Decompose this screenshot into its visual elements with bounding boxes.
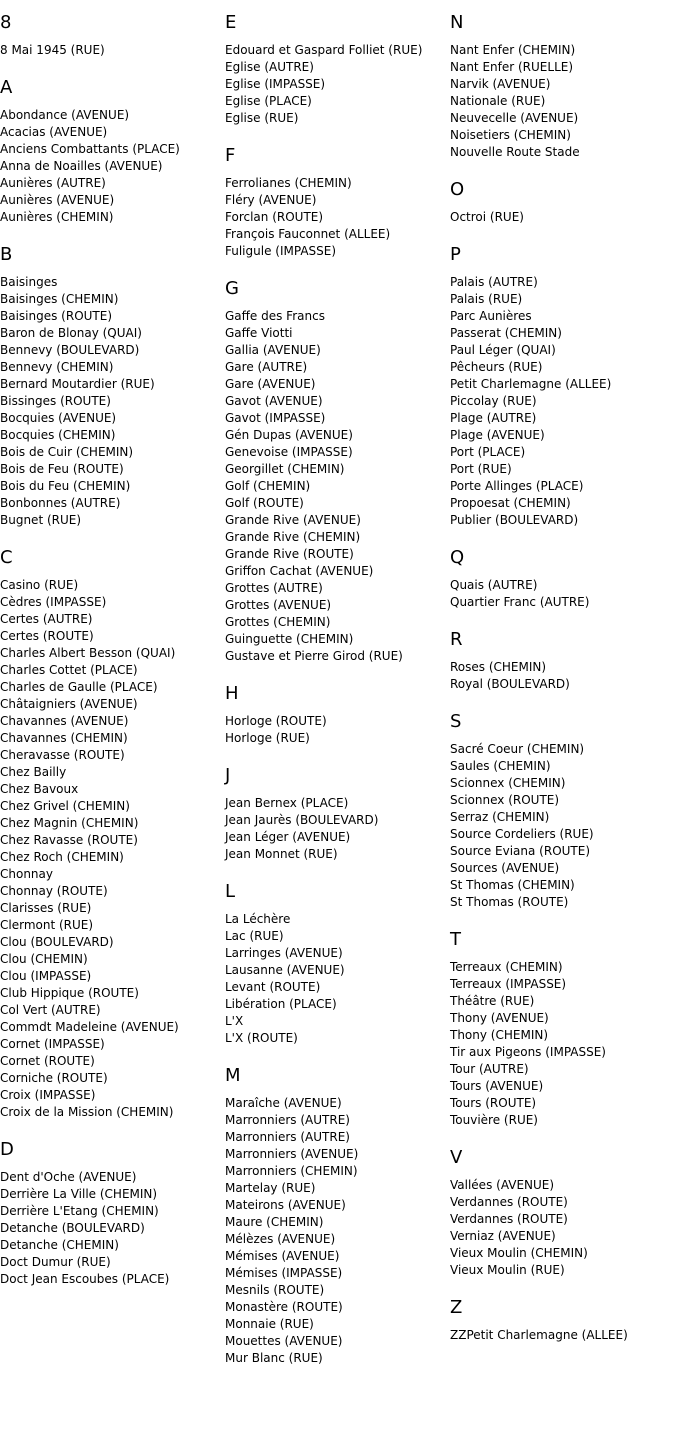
street-entry: Cèdres (IMPASSE) [0, 595, 107, 609]
letter-heading: C [0, 547, 13, 568]
letter-section [0, 244, 180, 529]
letter-heading: Q [450, 547, 465, 568]
street-entry: Aunières (AUTRE) [0, 176, 106, 190]
street-entry: Port (PLACE) [450, 445, 526, 459]
letter-heading: J [225, 765, 231, 786]
street-entry: Clou (CHEMIN) [0, 952, 88, 966]
street-entry: Quais (AUTRE) [450, 578, 538, 592]
street-entry: Ferrolianes (CHEMIN) [225, 176, 352, 190]
street-entry: Mémises (AVENUE) [225, 1249, 340, 1263]
street-entry: Grande Rive (AVENUE) [225, 513, 361, 527]
street-entry: Piccolay (RUE) [450, 394, 537, 408]
street-entry: Gavot (IMPASSE) [225, 411, 326, 425]
street-entry: Gaffe des Francs [225, 309, 325, 323]
letter-section [450, 711, 628, 911]
street-entry: Grottes (CHEMIN) [225, 615, 331, 629]
letter-heading: P [450, 244, 461, 265]
street-entry: Marronniers (AVENUE) [225, 1147, 359, 1161]
street-entry: Terreaux (IMPASSE) [450, 977, 567, 991]
street-list [225, 1095, 422, 1367]
street-entry: Neuvecelle (AVENUE) [450, 111, 579, 125]
street-entry: Fléry (AVENUE) [225, 193, 317, 207]
street-list [450, 1327, 628, 1344]
street-entry: Marronniers (AUTRE) [225, 1130, 350, 1144]
street-entry: Verdannes (ROUTE) [450, 1212, 568, 1226]
street-entry: Nant Enfer (RUELLE) [450, 60, 574, 74]
letter-heading: A [0, 77, 13, 98]
street-entry: Tour (AUTRE) [450, 1062, 529, 1076]
letter-section [450, 547, 628, 611]
street-list [450, 209, 628, 226]
street-entry: Corniche (ROUTE) [0, 1071, 108, 1085]
street-entry: Charles Cottet (PLACE) [0, 663, 138, 677]
street-entry: Anna de Noailles (AVENUE) [0, 159, 163, 173]
street-entry: Anciens Combattants (PLACE) [0, 142, 180, 156]
letter-section [225, 765, 422, 863]
street-entry: Plage (AUTRE) [450, 411, 537, 425]
letter-heading: D [0, 1139, 14, 1160]
street-entry: Mur Blanc (RUE) [225, 1351, 323, 1365]
street-entry: Vallées (AVENUE) [450, 1178, 555, 1192]
street-entry: Chonnay (ROUTE) [0, 884, 108, 898]
street-entry: Thony (CHEMIN) [450, 1028, 549, 1042]
street-entry: Guinguette (CHEMIN) [225, 632, 354, 646]
street-entry: Gustave et Pierre Girod (RUE) [225, 649, 403, 663]
letter-section [450, 1147, 628, 1279]
street-entry: Jean Léger (AVENUE) [225, 830, 351, 844]
street-entry: Fuligule (IMPASSE) [225, 244, 337, 258]
street-entry: Châtaigniers (AVENUE) [0, 697, 138, 711]
street-entry: Levant (ROUTE) [225, 980, 321, 994]
street-entry: Baisinges (ROUTE) [0, 309, 113, 323]
letter-section [225, 1065, 422, 1367]
street-entry: Palais (RUE) [450, 292, 523, 306]
street-entry: Plage (AVENUE) [450, 428, 545, 442]
street-list [450, 577, 628, 611]
street-entry: St Thomas (ROUTE) [450, 895, 569, 909]
street-entry: Marronniers (AUTRE) [225, 1113, 350, 1127]
street-entry: Mesnils (ROUTE) [225, 1283, 325, 1297]
street-entry: Roses (CHEMIN) [450, 660, 547, 674]
street-entry: Acacias (AVENUE) [0, 125, 108, 139]
street-entry: Chonnay [0, 867, 53, 881]
street-entry: Vieux Moulin (RUE) [450, 1263, 565, 1277]
street-entry: Maure (CHEMIN) [225, 1215, 324, 1229]
street-entry: Chez Grivel (CHEMIN) [0, 799, 130, 813]
street-entry: Grande Rive (ROUTE) [225, 547, 354, 561]
street-entry: Gaffe Viotti [225, 326, 293, 340]
street-entry: Bugnet (RUE) [0, 513, 82, 527]
street-entry: Detanche (BOULEVARD) [0, 1221, 145, 1235]
street-entry: Chez Magnin (CHEMIN) [0, 816, 139, 830]
letter-heading: L [225, 881, 236, 902]
street-entry: Nationale (RUE) [450, 94, 546, 108]
street-entry: Lausanne (AVENUE) [225, 963, 345, 977]
street-entry: Tours (ROUTE) [450, 1096, 537, 1110]
street-entry: Bois du Feu (CHEMIN) [0, 479, 131, 493]
street-entry: Charles de Gaulle (PLACE) [0, 680, 158, 694]
street-entry: Bocquies (AVENUE) [0, 411, 117, 425]
street-list [0, 42, 180, 59]
street-entry: Passerat (CHEMIN) [450, 326, 562, 340]
street-entry: Bonbonnes (AUTRE) [0, 496, 121, 510]
street-list [225, 175, 422, 260]
street-list [0, 274, 180, 529]
street-entry: Baisinges (CHEMIN) [0, 292, 119, 306]
street-entry: Source Cordeliers (RUE) [450, 827, 594, 841]
street-entry: Baisinges [0, 275, 58, 289]
street-entry: Porte Allinges (PLACE) [450, 479, 584, 493]
street-entry: Croix de la Mission (CHEMIN) [0, 1105, 174, 1119]
letter-heading: S [450, 711, 462, 732]
letter-section [225, 881, 422, 1047]
street-entry: Grottes (AVENUE) [225, 598, 332, 612]
street-entry: Gén Dupas (AVENUE) [225, 428, 353, 442]
street-entry: Chez Ravasse (ROUTE) [0, 833, 138, 847]
letter-heading: H [225, 683, 239, 704]
street-entry: Horloge (ROUTE) [225, 714, 327, 728]
street-entry: Cornet (IMPASSE) [0, 1037, 105, 1051]
street-entry: Golf (CHEMIN) [225, 479, 311, 493]
street-entry: Club Hippique (ROUTE) [0, 986, 139, 1000]
street-entry: Maraîche (AVENUE) [225, 1096, 342, 1110]
letter-section [0, 12, 180, 59]
street-entry: Casino (RUE) [0, 578, 79, 592]
street-entry: Thony (AVENUE) [450, 1011, 549, 1025]
street-entry: Certes (ROUTE) [0, 629, 94, 643]
letter-section [450, 929, 628, 1129]
street-list [225, 308, 422, 665]
street-entry: Derrière La Ville (CHEMIN) [0, 1187, 158, 1201]
letter-heading: R [450, 629, 463, 650]
street-entry: Port (RUE) [450, 462, 512, 476]
street-entry: Gare (AUTRE) [225, 360, 308, 374]
street-entry: Gare (AVENUE) [225, 377, 316, 391]
street-entry: Gallia (AVENUE) [225, 343, 321, 357]
street-entry: Parc Aunières [450, 309, 532, 323]
street-list [450, 959, 628, 1129]
street-entry: Source Eviana (ROUTE) [450, 844, 591, 858]
street-entry: Bernard Moutardier (RUE) [0, 377, 155, 391]
letter-section [225, 12, 422, 127]
street-entry: Nouvelle Route Stade [450, 145, 580, 159]
letter-section [225, 145, 422, 260]
street-list [450, 274, 628, 529]
street-entry: Jean Monnet (RUE) [225, 847, 338, 861]
street-entry: Cornet (ROUTE) [0, 1054, 95, 1068]
street-entry: Edouard et Gaspard Folliet (RUE) [225, 43, 423, 57]
street-entry: 8 Mai 1945 (RUE) [0, 43, 105, 57]
street-entry: Chez Bavoux [0, 782, 79, 796]
street-entry: Commdt Madeleine (AVENUE) [0, 1020, 179, 1034]
street-list [450, 659, 628, 693]
letter-heading: T [450, 929, 461, 950]
street-entry: Doct Dumur (RUE) [0, 1255, 111, 1269]
street-entry: Clou (BOULEVARD) [0, 935, 114, 949]
letter-section [0, 1139, 180, 1288]
street-entry: Lac (RUE) [225, 929, 284, 943]
letter-heading: B [0, 244, 13, 265]
letter-heading: G [225, 278, 239, 299]
street-entry: L'X [225, 1014, 244, 1028]
street-entry: Tours (AVENUE) [450, 1079, 544, 1093]
street-entry: Eglise (RUE) [225, 111, 299, 125]
street-list [225, 713, 422, 747]
street-entry: Charles Albert Besson (QUAI) [0, 646, 176, 660]
street-entry: Bois de Cuir (CHEMIN) [0, 445, 134, 459]
street-entry: Vieux Moulin (CHEMIN) [450, 1246, 588, 1260]
street-entry: Monnaie (RUE) [225, 1317, 314, 1331]
street-entry: Sacré Coeur (CHEMIN) [450, 742, 585, 756]
street-entry: Théâtre (RUE) [450, 994, 535, 1008]
street-entry: François Fauconnet (ALLEE) [225, 227, 391, 241]
street-entry: Petit Charlemagne (ALLEE) [450, 377, 612, 391]
street-entry: Eglise (PLACE) [225, 94, 312, 108]
letter-heading: O [450, 179, 465, 200]
street-entry: Baron de Blonay (QUAI) [0, 326, 142, 340]
street-entry: Scionnex (ROUTE) [450, 793, 560, 807]
letter-heading: M [225, 1065, 241, 1086]
street-entry: Mateirons (AVENUE) [225, 1198, 346, 1212]
street-entry: Scionnex (CHEMIN) [450, 776, 566, 790]
street-entry: Bennevy (BOULEVARD) [0, 343, 140, 357]
street-entry: Bois de Feu (ROUTE) [0, 462, 124, 476]
street-entry: Detanche (CHEMIN) [0, 1238, 119, 1252]
street-entry: Bissinges (ROUTE) [0, 394, 111, 408]
street-entry: ZZPetit Charlemagne (ALLEE) [450, 1328, 628, 1342]
street-entry: Quartier Franc (AUTRE) [450, 595, 590, 609]
street-entry: Larringes (AVENUE) [225, 946, 343, 960]
street-index-column-1 [0, 12, 180, 1288]
letter-heading: E [225, 12, 237, 33]
street-entry: Chez Roch (CHEMIN) [0, 850, 124, 864]
street-entry: Abondance (AVENUE) [0, 108, 130, 122]
street-entry: Serraz (CHEMIN) [450, 810, 550, 824]
street-entry: Golf (ROUTE) [225, 496, 304, 510]
street-list [225, 911, 422, 1047]
street-entry: Jean Jaurès (BOULEVARD) [225, 813, 379, 827]
street-entry: Horloge (RUE) [225, 731, 310, 745]
street-entry: Eglise (AUTRE) [225, 60, 314, 74]
street-entry: Georgillet (CHEMIN) [225, 462, 345, 476]
street-entry: Derrière L'Etang (CHEMIN) [0, 1204, 159, 1218]
street-entry: Bennevy (CHEMIN) [0, 360, 114, 374]
street-index-column-3 [450, 12, 628, 1344]
street-entry: Terreaux (CHEMIN) [450, 960, 563, 974]
street-list [0, 1169, 180, 1288]
letter-section [225, 278, 422, 665]
street-list [225, 42, 422, 127]
street-entry: Aunières (AVENUE) [0, 193, 115, 207]
street-list [0, 577, 180, 1121]
street-entry: Grande Rive (CHEMIN) [225, 530, 361, 544]
street-entry: Mouettes (AVENUE) [225, 1334, 343, 1348]
street-list [450, 741, 628, 911]
letter-heading: N [450, 12, 464, 33]
street-entry: Tir aux Pigeons (IMPASSE) [450, 1045, 606, 1059]
letter-section [450, 244, 628, 529]
street-entry: Libération (PLACE) [225, 997, 337, 1011]
street-entry: Touvière (RUE) [450, 1113, 538, 1127]
street-entry: Forclan (ROUTE) [225, 210, 324, 224]
street-entry: Palais (AUTRE) [450, 275, 538, 289]
letter-heading: 8 [0, 12, 12, 33]
letter-section [0, 77, 180, 226]
street-entry: Chez Bailly [0, 765, 67, 779]
street-entry: Monastère (ROUTE) [225, 1300, 343, 1314]
street-entry: Verniaz (AVENUE) [450, 1229, 556, 1243]
street-entry: Mémises (IMPASSE) [225, 1266, 343, 1280]
street-entry: St Thomas (CHEMIN) [450, 878, 575, 892]
street-list [450, 1177, 628, 1279]
street-entry: Paul Léger (QUAI) [450, 343, 556, 357]
street-entry: Certes (AUTRE) [0, 612, 93, 626]
street-list [225, 795, 422, 863]
street-entry: Clermont (RUE) [0, 918, 94, 932]
street-entry: Clarisses (RUE) [0, 901, 92, 915]
street-entry: Chavannes (CHEMIN) [0, 731, 128, 745]
street-entry: Martelay (RUE) [225, 1181, 316, 1195]
street-entry: Col Vert (AUTRE) [0, 1003, 101, 1017]
street-entry: Doct Jean Escoubes (PLACE) [0, 1272, 170, 1286]
street-entry: Noisetiers (CHEMIN) [450, 128, 571, 142]
letter-section [450, 179, 628, 226]
street-entry: Chavannes (AVENUE) [0, 714, 129, 728]
letter-section [450, 12, 628, 161]
street-entry: Clou (IMPASSE) [0, 969, 92, 983]
letter-section [450, 1297, 628, 1344]
letter-heading: F [225, 145, 236, 166]
street-entry: Jean Bernex (PLACE) [225, 796, 349, 810]
street-entry: Bocquies (CHEMIN) [0, 428, 116, 442]
street-list [0, 107, 180, 226]
letter-section [450, 629, 628, 693]
street-entry: Dent d'Oche (AVENUE) [0, 1170, 137, 1184]
letter-section [225, 683, 422, 747]
street-entry: Genevoise (IMPASSE) [225, 445, 353, 459]
letter-heading: V [450, 1147, 463, 1168]
street-entry: Verdannes (ROUTE) [450, 1195, 568, 1209]
street-entry: Griffon Cachat (AVENUE) [225, 564, 374, 578]
street-entry: Royal (BOULEVARD) [450, 677, 570, 691]
letter-heading: Z [450, 1297, 463, 1318]
street-entry: Saules (CHEMIN) [450, 759, 551, 773]
street-entry: Nant Enfer (CHEMIN) [450, 43, 576, 57]
street-entry: Grottes (AUTRE) [225, 581, 323, 595]
street-entry: Mélèzes (AVENUE) [225, 1232, 336, 1246]
street-list [450, 42, 628, 161]
street-entry: Octroi (RUE) [450, 210, 524, 224]
street-entry: Croix (IMPASSE) [0, 1088, 96, 1102]
letter-section [0, 547, 180, 1121]
street-entry: Propoesat (CHEMIN) [450, 496, 571, 510]
street-entry: Narvik (AVENUE) [450, 77, 551, 91]
street-entry: Publier (BOULEVARD) [450, 513, 579, 527]
street-entry: Eglise (IMPASSE) [225, 77, 326, 91]
street-entry: Pêcheurs (RUE) [450, 360, 543, 374]
street-entry: Marronniers (CHEMIN) [225, 1164, 358, 1178]
street-entry: La Léchère [225, 912, 291, 926]
street-entry: Cheravasse (ROUTE) [0, 748, 125, 762]
street-entry: Gavot (AVENUE) [225, 394, 323, 408]
street-entry: Aunières (CHEMIN) [0, 210, 114, 224]
street-index-column-2 [225, 12, 422, 1367]
street-entry: L'X (ROUTE) [225, 1031, 298, 1045]
street-entry: Sources (AVENUE) [450, 861, 560, 875]
